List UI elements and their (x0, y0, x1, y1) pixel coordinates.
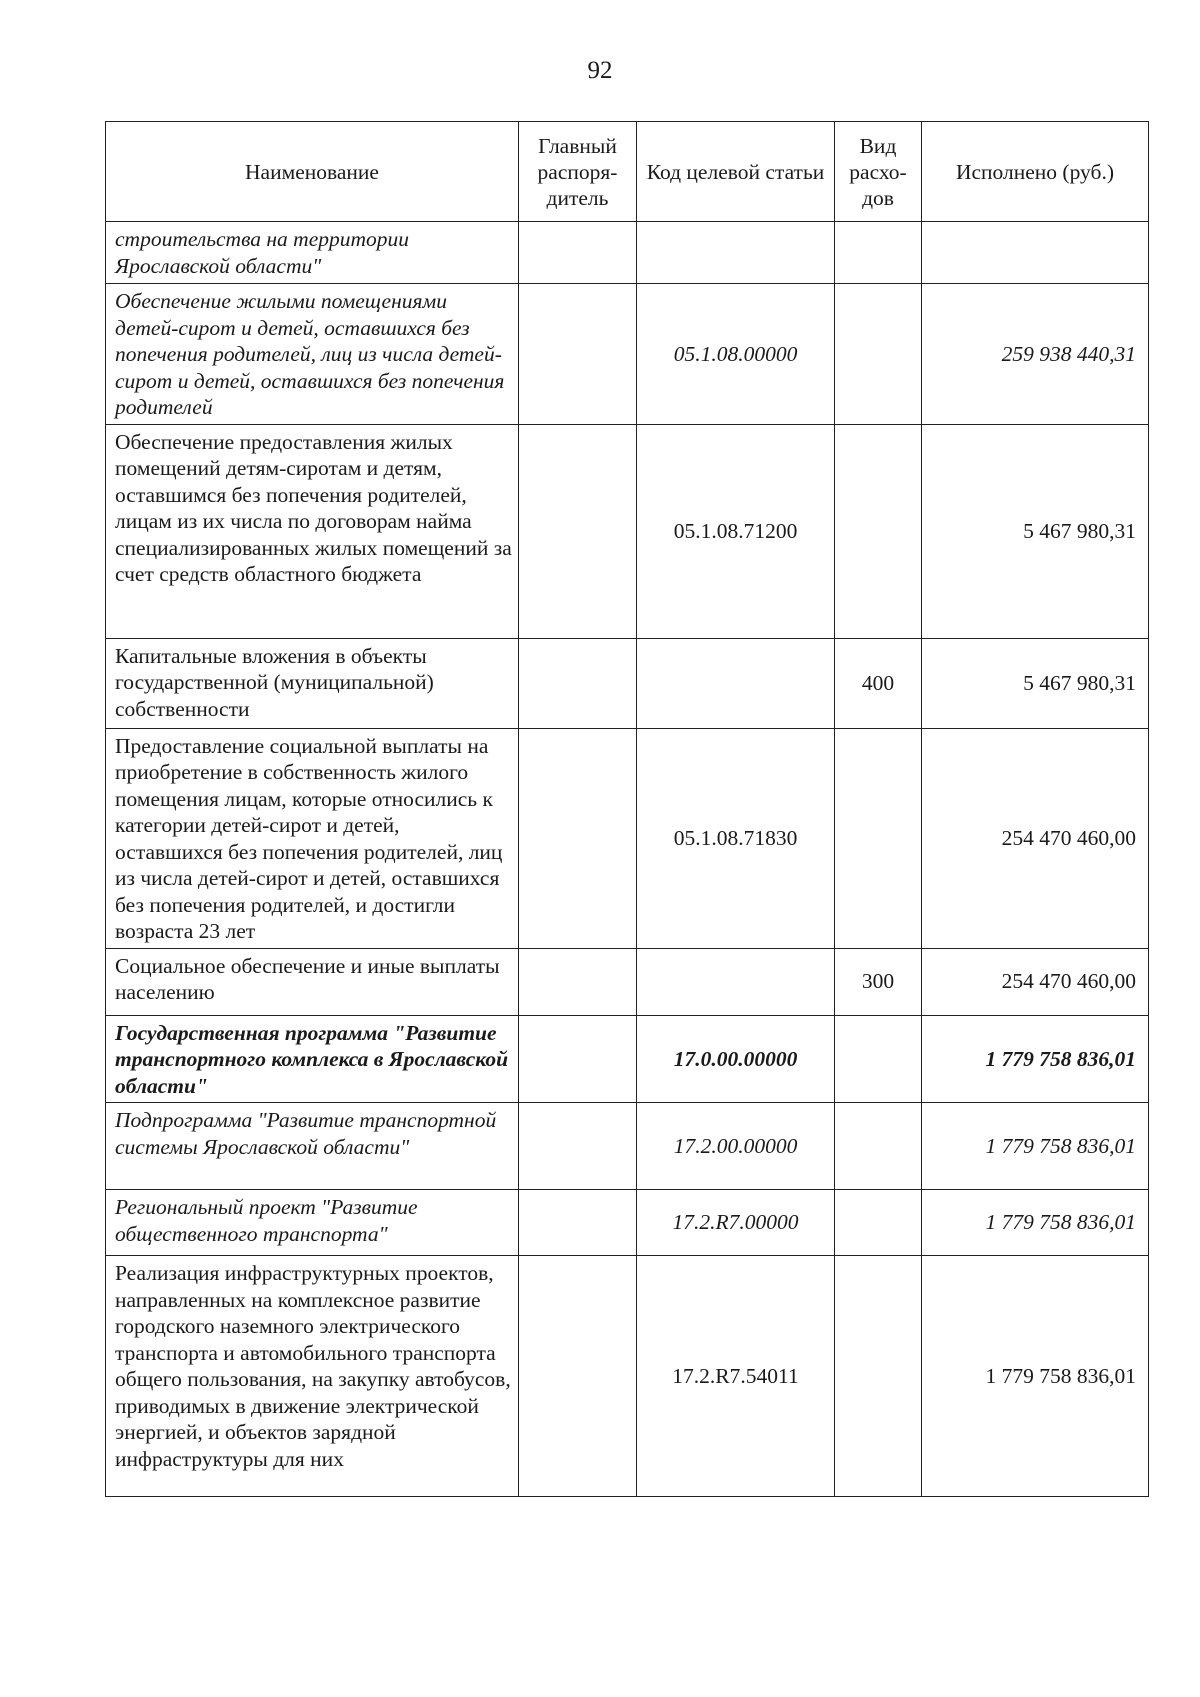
amount-cell: 1 779 758 836,01 (922, 1256, 1149, 1497)
kind-cell (835, 284, 922, 425)
name-cell: строительства на территории Ярославской области" (106, 222, 519, 284)
admin-cell (519, 948, 637, 1015)
amount-cell (922, 222, 1149, 284)
name-cell: Обеспечение предоставления жилых помещений детям-сиротам и детям, оставшимся без попечения родителей, лицам из их числа по договорам найма специализированных жилых помещений за счет средств областного бюджета (106, 424, 519, 638)
kind-cell (835, 1015, 922, 1103)
budget-table (105, 121, 1149, 1497)
amount-cell: 1 779 758 836,01 (922, 1103, 1149, 1190)
code-cell: 05.1.08.71200 (637, 424, 835, 638)
name-cell: Подпрограмма "Развитие транспортной системы Ярославской области" (106, 1103, 519, 1190)
code-cell (637, 948, 835, 1015)
amount-cell: 1 779 758 836,01 (922, 1190, 1149, 1256)
code-cell: 17.0.00.00000 (637, 1015, 835, 1103)
amount-cell: 5 467 980,31 (922, 424, 1149, 638)
admin-cell (519, 728, 637, 948)
code-cell: 17.2.00.00000 (637, 1103, 835, 1190)
name-cell: Государственная программа "Развитие транспортного комплекса в Ярославской области" (106, 1015, 519, 1103)
amount-cell: 5 467 980,31 (922, 638, 1149, 728)
name-cell: Региональный проект "Развитие общественного транспорта" (106, 1190, 519, 1256)
admin-cell (519, 1190, 637, 1256)
amount-cell: 259 938 440,31 (922, 284, 1149, 425)
kind-cell (835, 1103, 922, 1190)
table-row (106, 638, 1149, 728)
admin-cell (519, 1015, 637, 1103)
kind-cell (835, 1190, 922, 1256)
header-kind: Вид расхо-дов (835, 122, 922, 222)
table-row (106, 1015, 1149, 1103)
name-cell: Предоставление социальной выплаты на приобретение в собственность жилого помещения лицам, которые относились к категории детей-сирот и детей, оставшихся без попечения родителей, лиц из числа детей-сирот и детей, оставшихся без попечения родителей, и достигли возраста 23 лет (106, 728, 519, 948)
table-row (106, 424, 1149, 638)
kind-cell (835, 222, 922, 284)
code-cell: 05.1.08.00000 (637, 284, 835, 425)
table-row (106, 1103, 1149, 1190)
table-row (106, 948, 1149, 1015)
amount-cell: 254 470 460,00 (922, 948, 1149, 1015)
name-cell: Социальное обеспечение и иные выплаты населению (106, 948, 519, 1015)
admin-cell (519, 1103, 637, 1190)
table-row (106, 1190, 1149, 1256)
admin-cell (519, 424, 637, 638)
kind-cell (835, 728, 922, 948)
page-number: 92 (587, 57, 613, 84)
header-amount: Исполнено (руб.) (922, 122, 1149, 222)
header-name: Наименование (106, 122, 519, 222)
kind-cell: 400 (835, 638, 922, 728)
table-body (106, 222, 1149, 1497)
name-cell: Капитальные вложения в объекты государственной (муниципальной) собственности (106, 638, 519, 728)
code-cell: 17.2.R7.54011 (637, 1256, 835, 1497)
code-cell (637, 222, 835, 284)
header-code: Код целевой статьи (637, 122, 835, 222)
admin-cell (519, 222, 637, 284)
admin-cell (519, 284, 637, 425)
table-header-row (106, 122, 1149, 222)
name-cell: Реализация инфраструктурных проектов, направленных на комплексное развитие городского наземного электрического транспорта и автомобильного транспорта общего пользования, на закупку автобусов, приводимых в движение электрической энергией, и объектов зарядной инфраструктуры для них (106, 1256, 519, 1497)
table-row (106, 728, 1149, 948)
table-row (106, 1256, 1149, 1497)
code-cell (637, 638, 835, 728)
name-cell: Обеспечение жилыми помещениями детей-сирот и детей, оставшихся без попечения родителей, лиц из числа детей-сирот и детей, оставшихся без попечения родителей (106, 284, 519, 425)
header-admin: Главный распоря-дитель (519, 122, 637, 222)
table-row (106, 222, 1149, 284)
kind-cell (835, 424, 922, 638)
kind-cell: 300 (835, 948, 922, 1015)
amount-cell: 254 470 460,00 (922, 728, 1149, 948)
kind-cell (835, 1256, 922, 1497)
amount-cell: 1 779 758 836,01 (922, 1015, 1149, 1103)
table-row (106, 284, 1149, 425)
code-cell: 17.2.R7.00000 (637, 1190, 835, 1256)
admin-cell (519, 638, 637, 728)
code-cell: 05.1.08.71830 (637, 728, 835, 948)
admin-cell (519, 1256, 637, 1497)
